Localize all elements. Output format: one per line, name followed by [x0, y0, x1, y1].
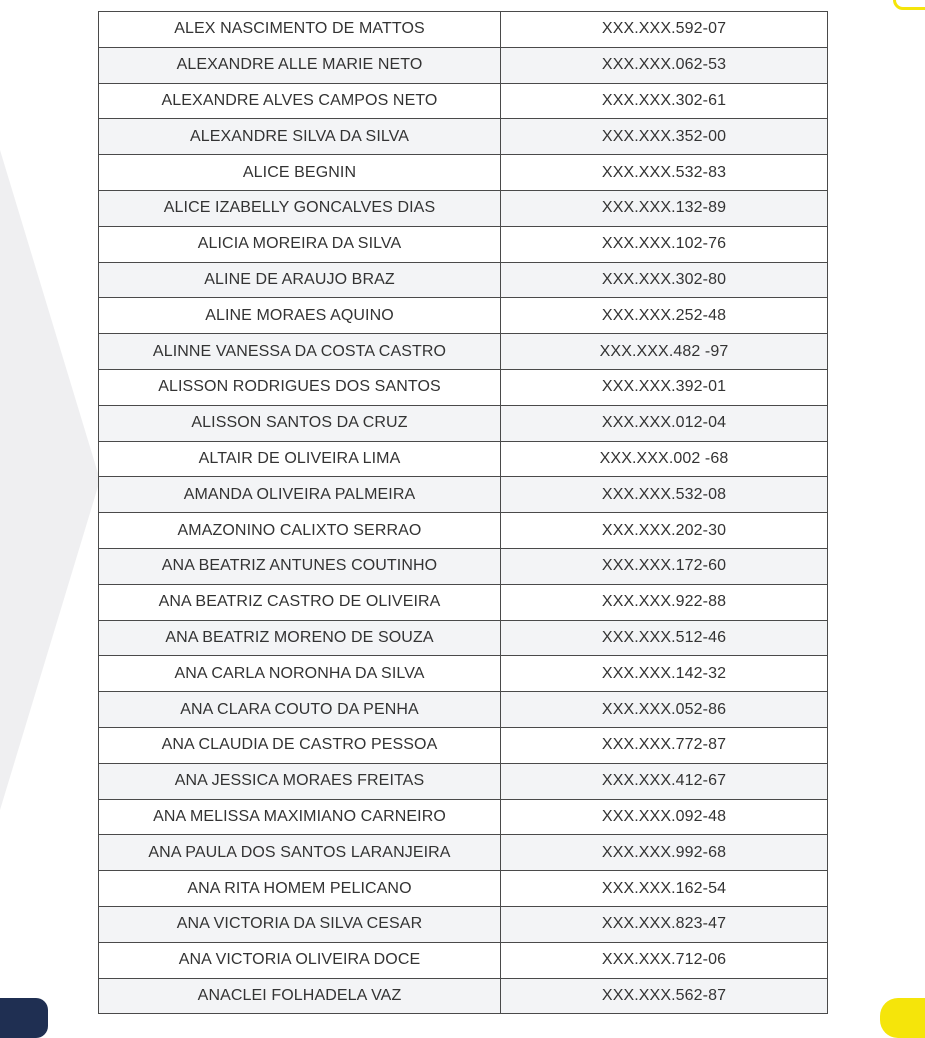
bottom-right-yellow-decoration — [880, 998, 925, 1038]
masked-cpf-cell: XXX.XXX.132-89 — [501, 190, 828, 226]
masked-cpf-cell: XXX.XXX.712-06 — [501, 942, 828, 978]
person-name-cell: ALISSON SANTOS DA CRUZ — [99, 405, 501, 441]
person-name-cell: ANA BEATRIZ CASTRO DE OLIVEIRA — [99, 584, 501, 620]
masked-cpf-cell: XXX.XXX.482 -97 — [501, 334, 828, 370]
table-row — [99, 906, 828, 942]
table-row — [99, 835, 828, 871]
person-name-cell: ANA CLARA COUTO DA PENHA — [99, 692, 501, 728]
masked-cpf-cell: XXX.XXX.162-54 — [501, 871, 828, 907]
person-name-cell: ALEXANDRE ALVES CAMPOS NETO — [99, 83, 501, 119]
masked-cpf-cell: XXX.XXX.532-08 — [501, 477, 828, 513]
table-row — [99, 513, 828, 549]
person-name-cell: ALINE MORAES AQUINO — [99, 298, 501, 334]
names-table — [98, 11, 828, 1014]
table-row — [99, 405, 828, 441]
table-row — [99, 692, 828, 728]
person-name-cell: ANA JESSICA MORAES FREITAS — [99, 763, 501, 799]
person-name-cell: ANA RITA HOMEM PELICANO — [99, 871, 501, 907]
table-row — [99, 656, 828, 692]
table-row — [99, 47, 828, 83]
person-name-cell: AMAZONINO CALIXTO SERRAO — [99, 513, 501, 549]
masked-cpf-cell: XXX.XXX.062-53 — [501, 47, 828, 83]
table-row — [99, 584, 828, 620]
top-yellow-decoration — [893, 0, 925, 10]
person-name-cell: ANA VICTORIA DA SILVA CESAR — [99, 906, 501, 942]
masked-cpf-cell: XXX.XXX.532-83 — [501, 155, 828, 191]
table-row — [99, 155, 828, 191]
table-row — [99, 262, 828, 298]
person-name-cell: ANA CLAUDIA DE CASTRO PESSOA — [99, 727, 501, 763]
person-name-cell: ANA MELISSA MAXIMIANO CARNEIRO — [99, 799, 501, 835]
table-row — [99, 978, 828, 1014]
table-row — [99, 620, 828, 656]
table-row — [99, 477, 828, 513]
table-row — [99, 298, 828, 334]
table-row — [99, 119, 828, 155]
person-name-cell: ANA BEATRIZ MORENO DE SOUZA — [99, 620, 501, 656]
table-row — [99, 799, 828, 835]
background-chevron-shape — [0, 150, 100, 810]
masked-cpf-cell: XXX.XXX.992-68 — [501, 835, 828, 871]
person-name-cell: ALTAIR DE OLIVEIRA LIMA — [99, 441, 501, 477]
table-row — [99, 763, 828, 799]
person-name-cell: AMANDA OLIVEIRA PALMEIRA — [99, 477, 501, 513]
masked-cpf-cell: XXX.XXX.922-88 — [501, 584, 828, 620]
masked-cpf-cell: XXX.XXX.823-47 — [501, 906, 828, 942]
masked-cpf-cell: XXX.XXX.252-48 — [501, 298, 828, 334]
table-row — [99, 548, 828, 584]
person-name-cell: ALISSON RODRIGUES DOS SANTOS — [99, 369, 501, 405]
masked-cpf-cell: XXX.XXX.092-48 — [501, 799, 828, 835]
person-name-cell: ALINNE VANESSA DA COSTA CASTRO — [99, 334, 501, 370]
masked-cpf-cell: XXX.XXX.052-86 — [501, 692, 828, 728]
masked-cpf-cell: XXX.XXX.302-80 — [501, 262, 828, 298]
bottom-left-navy-decoration — [0, 998, 48, 1038]
table-row — [99, 83, 828, 119]
person-name-cell: ANA PAULA DOS SANTOS LARANJEIRA — [99, 835, 501, 871]
table-row — [99, 942, 828, 978]
person-name-cell: ALICIA MOREIRA DA SILVA — [99, 226, 501, 262]
person-name-cell: ANACLEI FOLHADELA VAZ — [99, 978, 501, 1014]
person-name-cell: ANA BEATRIZ ANTUNES COUTINHO — [99, 548, 501, 584]
person-name-cell: ALICE IZABELLY GONCALVES DIAS — [99, 190, 501, 226]
masked-cpf-cell: XXX.XXX.102-76 — [501, 226, 828, 262]
masked-cpf-cell: XXX.XXX.002 -68 — [501, 441, 828, 477]
table-row — [99, 334, 828, 370]
table-row — [99, 369, 828, 405]
person-name-cell: ANA VICTORIA OLIVEIRA DOCE — [99, 942, 501, 978]
masked-cpf-cell: XXX.XXX.412-67 — [501, 763, 828, 799]
person-name-cell: ALICE BEGNIN — [99, 155, 501, 191]
masked-cpf-cell: XXX.XXX.562-87 — [501, 978, 828, 1014]
masked-cpf-cell: XXX.XXX.352-00 — [501, 119, 828, 155]
masked-cpf-cell: XXX.XXX.392-01 — [501, 369, 828, 405]
table-row — [99, 226, 828, 262]
person-name-cell: ALEX NASCIMENTO DE MATTOS — [99, 12, 501, 48]
table-row — [99, 12, 828, 48]
masked-cpf-cell: XXX.XXX.172-60 — [501, 548, 828, 584]
person-name-cell: ALINE DE ARAUJO BRAZ — [99, 262, 501, 298]
masked-cpf-cell: XXX.XXX.202-30 — [501, 513, 828, 549]
person-name-cell: ALEXANDRE ALLE MARIE NETO — [99, 47, 501, 83]
table-row — [99, 190, 828, 226]
table-row — [99, 871, 828, 907]
masked-cpf-cell: XXX.XXX.012-04 — [501, 405, 828, 441]
masked-cpf-cell: XXX.XXX.142-32 — [501, 656, 828, 692]
masked-cpf-cell: XXX.XXX.302-61 — [501, 83, 828, 119]
person-name-cell: ALEXANDRE SILVA DA SILVA — [99, 119, 501, 155]
masked-cpf-cell: XXX.XXX.512-46 — [501, 620, 828, 656]
masked-cpf-cell: XXX.XXX.592-07 — [501, 12, 828, 48]
person-name-cell: ANA CARLA NORONHA DA SILVA — [99, 656, 501, 692]
table-row — [99, 727, 828, 763]
table-row — [99, 441, 828, 477]
masked-cpf-cell: XXX.XXX.772-87 — [501, 727, 828, 763]
